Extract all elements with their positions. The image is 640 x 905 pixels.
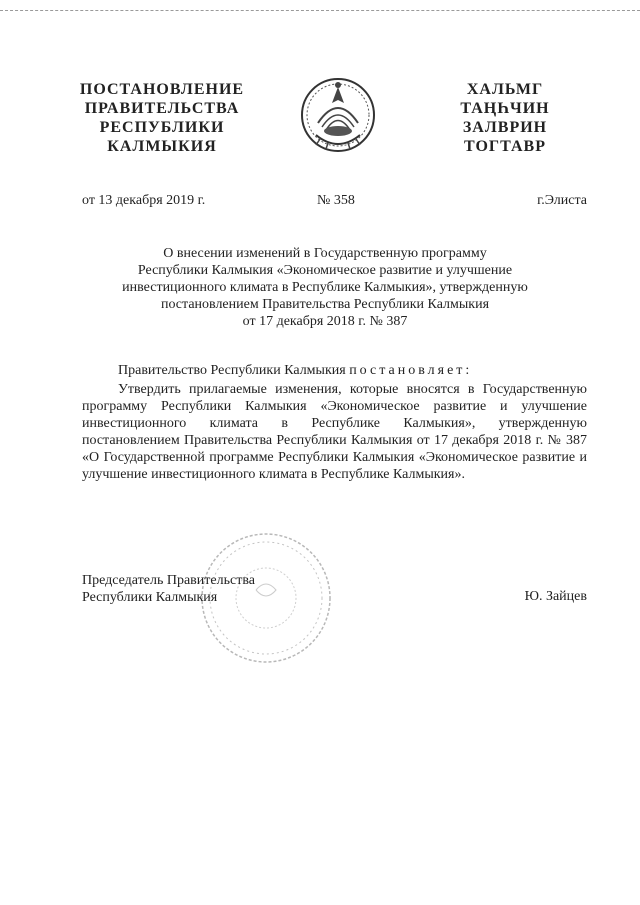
top-divider bbox=[0, 10, 640, 11]
signer-title bbox=[82, 572, 255, 606]
resolution-body: Утвердить прилагаемые изменения, которые вносятся в Государственную программу Республики Калмыкия «Экономическое развитие и улучшение инвестиционного климата в Республике Калмыкия», утвержденную постановлением Правительства Республики Калмыкия от 17 декабря 2018 г. № 387 «О Государственной программе Республики Калмыкия «Экономическое развитие и улучшение инвестиционного климата в Республике Калмыкия». bbox=[82, 382, 587, 482]
header-left-line: РЕСПУБЛИКИ bbox=[99, 119, 225, 136]
preamble-subject: Правительство Республики Калмыкия bbox=[118, 363, 346, 378]
title-line: инвестиционного климата в Республике Калмыкия», утвержденную bbox=[122, 280, 528, 295]
kalmykia-coat-of-arms-icon bbox=[298, 73, 378, 159]
title-line: постановлением Правительства Республики Калмыкия bbox=[160, 297, 490, 312]
header-right-line: ЗАЛВРИН bbox=[462, 119, 548, 136]
header-left-title bbox=[62, 80, 262, 156]
header-left-line: КАЛМЫКИЯ bbox=[107, 138, 217, 155]
preamble-verb: постановляет: bbox=[349, 363, 473, 378]
document-date: от 13 декабря 2019 г. bbox=[82, 193, 206, 208]
document-title bbox=[100, 245, 550, 330]
header-left-line: ПРАВИТЕЛЬСТВА bbox=[84, 100, 240, 117]
header-left-line: ПОСТАНОВЛЕНИЕ bbox=[79, 81, 245, 98]
signer-title-line: Республики Калмыкия bbox=[82, 590, 218, 605]
title-line: О внесении изменений в Государственную программу bbox=[163, 246, 487, 261]
document-number: № 358 bbox=[317, 193, 355, 208]
signer-name: Ю. Зайцев bbox=[524, 589, 587, 604]
title-line: от 17 декабря 2018 г. № 387 bbox=[242, 314, 408, 329]
header-right-line: ТОГТАВР bbox=[464, 138, 546, 155]
signer-title-line: Председатель Правительства bbox=[82, 573, 255, 588]
title-line: Республики Калмыкия «Экономическое развитие и улучшение bbox=[137, 263, 513, 278]
document-city: г.Элиста bbox=[537, 193, 587, 208]
header-right-line: ТАҢҺЧИН bbox=[460, 100, 550, 117]
preamble bbox=[118, 363, 472, 379]
header-right-line: ХАЛЬМГ bbox=[466, 81, 544, 98]
header-right-title bbox=[430, 80, 580, 156]
